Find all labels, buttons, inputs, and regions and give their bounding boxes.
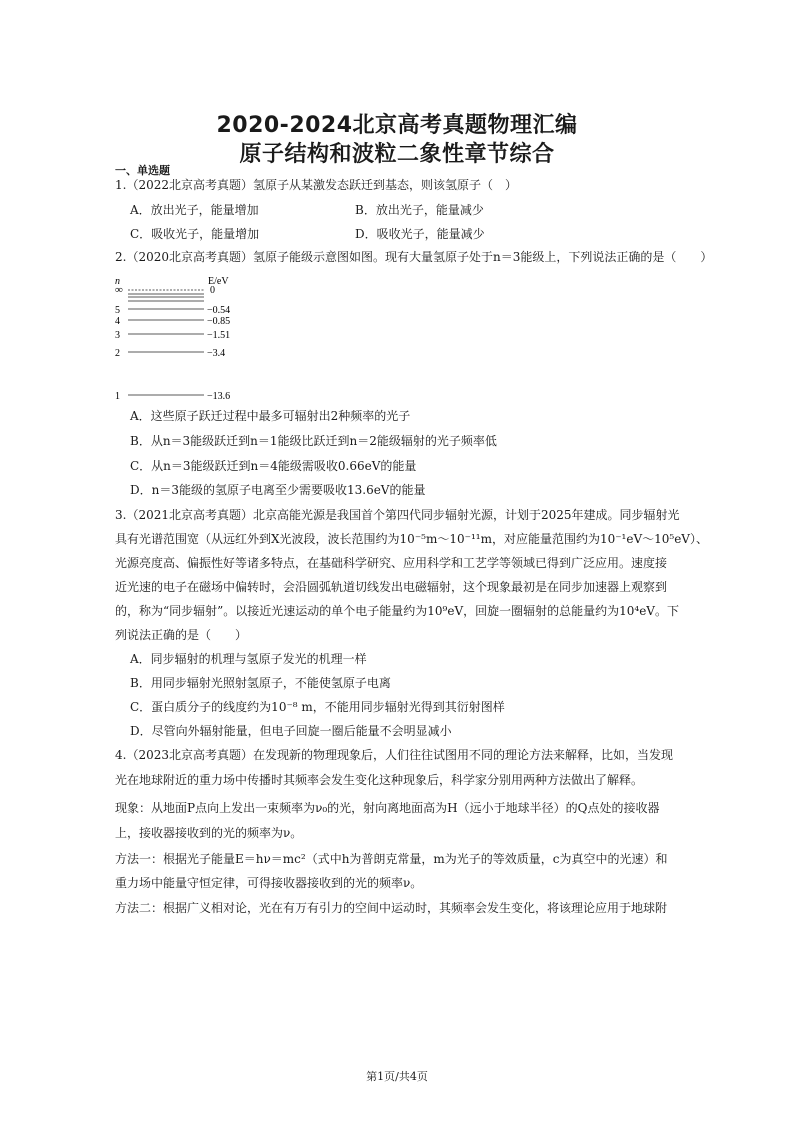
q4-line-1: 4.（2023北京高考真题）在发现新的物理现象后，人们往往试图用不同的理论方法来解释，比如，当发现 [115, 748, 673, 762]
q4-line-7: 方法二：根据广义相对论，光在有万有引力的空间中运动时，其频率会发生变化，将该理论应用于地球附 [115, 901, 668, 915]
level-e-inf: 0 [210, 285, 215, 296]
level-e-4: −0.85 [207, 316, 231, 327]
q3-line-4: 近光速的电子在磁场中偏转时，会沿圆弧轨道切线发出电磁辐射，这个现象最初是在同步加速器上观察到 [115, 580, 668, 594]
q3-option-b: B．用同步辐射光照射氢原子，不能使氢原子电离 [130, 676, 391, 690]
q1-option-c: C．吸收光子，能量增加 [130, 227, 260, 241]
document-subtitle: 原子结构和波粒二象性章节综合 [239, 142, 555, 167]
q4-line-5: 方法一：根据光子能量E＝hν＝mc²（式中h为普朗克常量，m为光子的等效质量，c为真空中的光速）和 [115, 852, 668, 866]
section-heading: 一、单选题 [115, 164, 170, 177]
q3-option-d: D．尽管向外辐射能量，但电子回旋一圈后能量不会明显减小 [130, 724, 452, 738]
energy-level-diagram [110, 268, 250, 408]
q3-option-a: A．同步辐射的机理与氢原子发光的机理一样 [130, 652, 367, 666]
q2-option-b: B．从n＝3能级跃迁到n＝1能级比跃迁到n＝2能级辐射的光子频率低 [130, 434, 497, 448]
q3-line-3: 光源亮度高、偏振性好等诸多特点，在基础科学研究、应用科学和工艺学等领域已得到广泛应用。速度接 [115, 556, 668, 570]
q1-stem: 1.（2022北京高考真题）氢原子从某激发态跃迁到基态，则该氢原子（ ） [115, 178, 517, 192]
q3-line-1: 3.（2021北京高考真题）北京高能光源是我国首个第四代同步辐射光源，计划于2025年建成。同步辐射光 [115, 508, 680, 522]
q4-line-6: 重力场中能量守恒定律，可得接收器接收到的光的频率ν。 [115, 876, 423, 890]
q1-option-d: D．吸收光子，能量减少 [355, 227, 485, 241]
q4-line-3: 现象：从地面P点向上发出一束频率为ν₀的光，射向离地面高为H（远小于地球半径）的Q点处的接收器 [115, 801, 660, 815]
level-n-4: 4 [115, 316, 120, 327]
q2-option-a: A．这些原子跃迁过程中最多可辐射出2种频率的光子 [130, 409, 411, 423]
q1-option-a: A．放出光子，能量增加 [130, 203, 259, 217]
q4-line-4: 上，接收器接收到的光的频率为ν。 [115, 826, 303, 840]
q3-line-5: 的，称为“同步辐射”。以接近光速运动的单个电子能量约为10⁹eV，回旋一圈辐射的总能量约为10⁴eV。下 [115, 604, 679, 618]
q4-line-2: 光在地球附近的重力场中传播时其频率会发生变化这种现象后，科学家分别用两种方法做出了解释。 [115, 773, 644, 787]
level-n-inf: ∞ [115, 284, 123, 296]
level-e-3: −1.51 [207, 330, 231, 341]
q2-stem: 2.（2020北京高考真题）氢原子能级示意图如图。现有大量氢原子处于n＝3能级上，下列说法正确的是（ ） [115, 250, 713, 264]
level-n-5: 5 [115, 305, 120, 316]
n-axis-label: n [115, 276, 120, 287]
level-e-5: −0.54 [207, 305, 231, 316]
q2-option-c: C．从n＝3能级跃迁到n＝4能级需吸收0.66eV的能量 [130, 459, 417, 473]
level-n-1: 1 [115, 391, 120, 402]
q3-line-6: 列说法正确的是（ ） [115, 628, 248, 642]
q2-option-d: D．n＝3能级的氢原子电离至少需要吸收13.6eV的能量 [130, 483, 426, 497]
level-n-3: 3 [115, 330, 120, 341]
document-title: 2020-2024北京高考真题物理汇编 [216, 113, 578, 138]
energy-axis-label: E/eV [208, 276, 229, 287]
q3-option-c: C．蛋白质分子的线度约为10⁻⁸ m，不能用同步辐射光得到其衍射图样 [130, 700, 505, 714]
page-footer: 第1页/共4页 [366, 1070, 428, 1083]
level-n-2: 2 [115, 348, 120, 359]
q3-line-2: 具有光谱范围宽（从远红外到X光波段，波长范围约为10⁻⁵m～10⁻¹¹m，对应能量范围约为10⁻¹eV～10⁵eV）、 [115, 532, 708, 546]
q1-option-b: B．放出光子，能量减少 [355, 203, 484, 217]
level-e-2: −3.4 [207, 348, 226, 359]
level-e-1: −13.6 [207, 391, 231, 402]
